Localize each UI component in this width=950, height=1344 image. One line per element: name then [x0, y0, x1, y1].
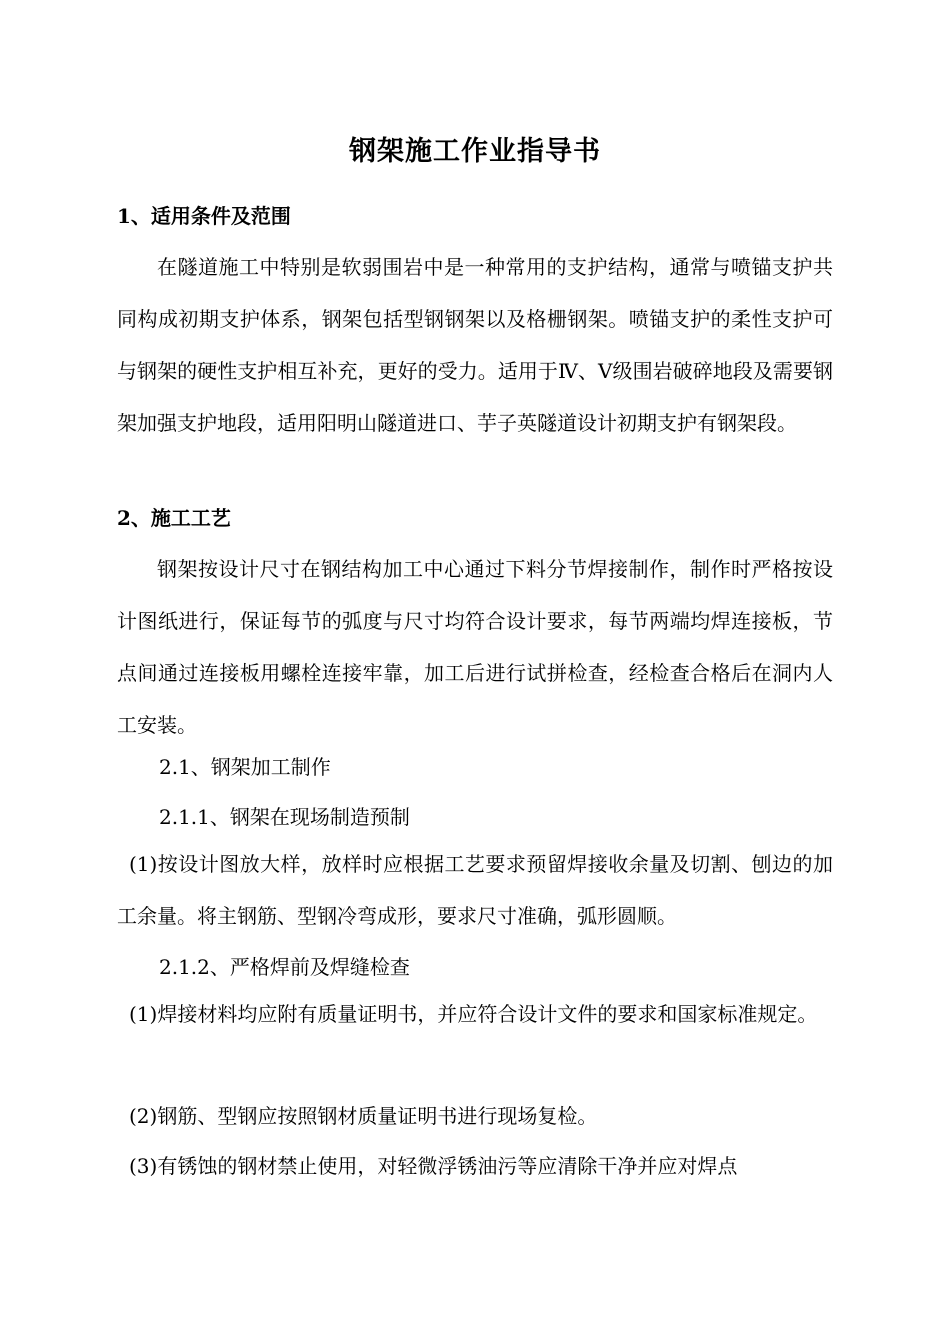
item-2-1-1-1: (1)按设计图放大样，放样时应根据工艺要求预留焊接收余量及切割、刨边的加工余量。将主钢筋、型钢冷弯成形，要求尺寸准确，弧形圆顺。 — [117, 852, 833, 928]
item-2-1-2-3: (3)有锈蚀的钢材禁止使用，对轻微浮锈油污等应清除干净并应对焊点 — [129, 1154, 738, 1178]
subsection-2-1-1-heading: 2.1.1、钢架在现场制造预制 — [159, 805, 410, 829]
item-2-1-2-1: (1)焊接材料均应附有质量证明书，并应符合设计文件的要求和国家标准规定。 — [129, 1002, 818, 1026]
section-1-paragraph: 在隧道施工中特别是软弱围岩中是一种常用的支护结构，通常与喷锚支护共同构成初期支护体系，钢架包括型钢钢架以及格栅钢架。喷锚支护的柔性支护可与钢架的硬性支护相互补充，更好的受力。适用于Ⅳ、Ⅴ级围岩破碎地段及需要钢架加强支护地段，适用阳明山隧道进口、芋子英隧道设计初期支护有钢架段。 — [117, 255, 833, 435]
document-title: 钢架施工作业指导书 — [349, 136, 601, 167]
item-2-1-2-2: (2)钢筋、型钢应按照钢材质量证明书进行现场复检。 — [129, 1104, 598, 1128]
section-1-heading: 1、适用条件及范围 — [117, 204, 291, 228]
section-2-heading: 2、施工工艺 — [117, 506, 231, 530]
section-2-paragraph: 钢架按设计尺寸在钢结构加工中心通过下料分节焊接制作，制作时严格按设计图纸进行，保证每节的弧度与尺寸均符合设计要求，每节两端均焊连接板，节点间通过连接板用螺栓连接牢靠，加工后进行试拼检查，经检查合格后在洞内人工安装。 — [117, 557, 833, 737]
subsection-2-1-2-heading: 2.1.2、严格焊前及焊缝检查 — [159, 955, 410, 979]
subsection-2-1-heading: 2.1、钢架加工制作 — [159, 755, 331, 779]
